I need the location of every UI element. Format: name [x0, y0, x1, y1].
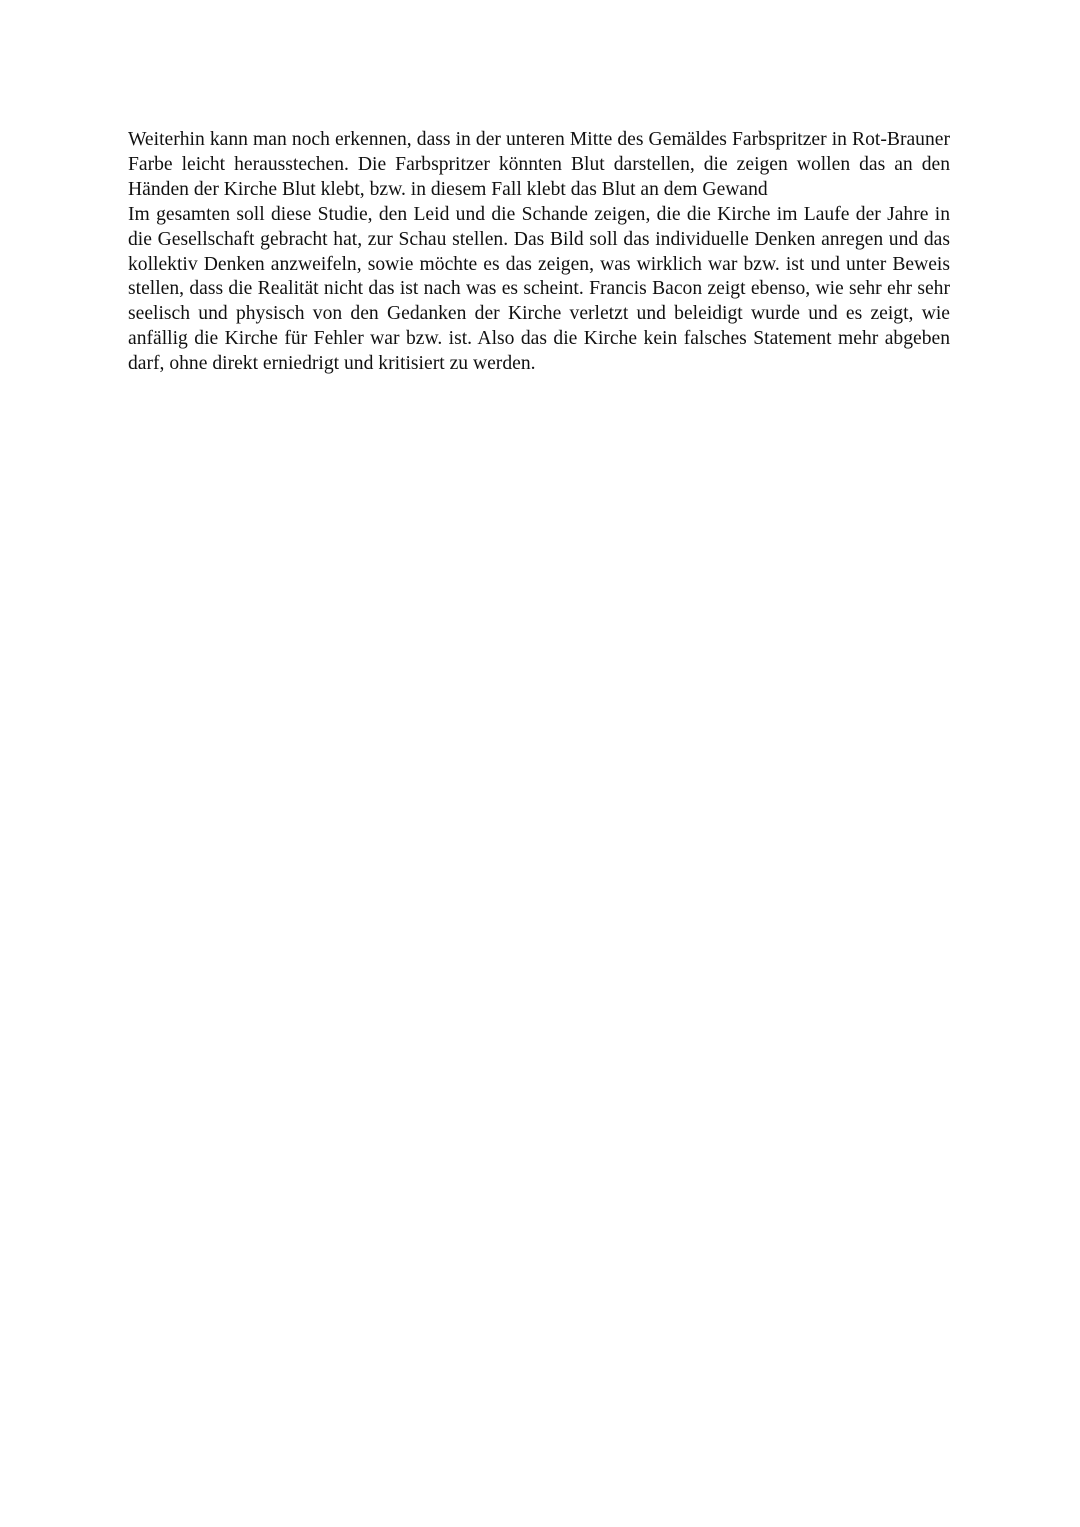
paragraph-farbspritzer: Weiterhin kann man noch erkennen, dass in der unteren Mitte des Gemäldes Farbspritzer in Rot-Brauner Farbe leicht herausstechen. Die Farbspritzer könnten Blut darstellen, die zeigen wollen das an den Händen der Kirche Blut klebt, bzw. in diesem Fall klebt das Blut an dem Gewand	[128, 129, 950, 200]
paragraph-gesamten: Im gesamten soll diese Studie, den Leid und die Schande zeigen, die die Kirche im Laufe der Jahre in die Gesellschaft gebracht hat, zur Schau stellen. Das Bild soll das individuelle Denken anregen und das kollektiv Denken anzweifeln, sowie möchte es das zeigen, was wirklich war bzw. ist und unter Beweis stellen, dass die Realität nicht das ist nach was es scheint. Francis Bacon zeigt ebenso, wie sehr ehr sehr seelisch und physisch von den Gedanken der Kirche verletzt und beleidigt wurde und es zeigt, wie anfällig die Kirche für Fehler war bzw. ist. Also das die Kirche kein falsches Statement mehr abgeben darf, ohne direkt erniedrigt und kritisiert zu werden.	[128, 203, 950, 375]
body-text	[128, 128, 950, 377]
